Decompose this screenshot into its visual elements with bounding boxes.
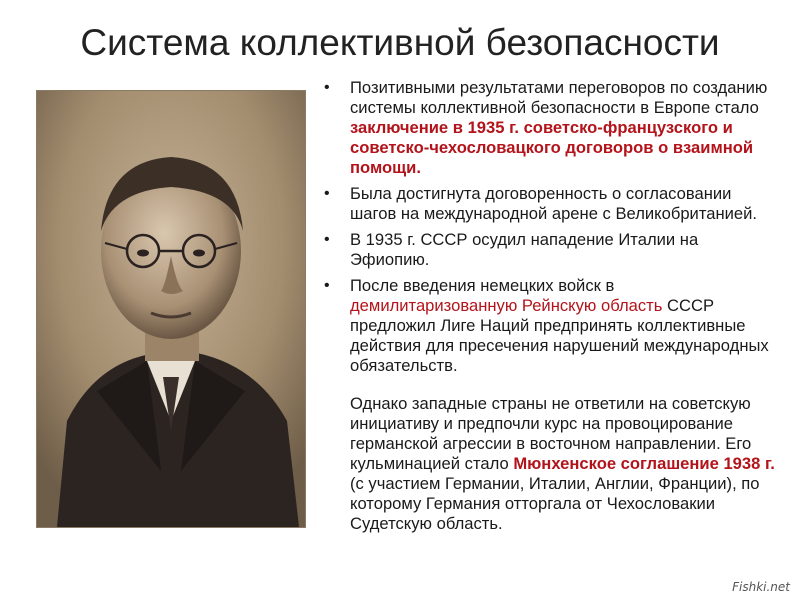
highlight-text: Мюнхенское соглашение 1938 г. (513, 454, 775, 473)
bullet-text: В 1935 г. СССР осудил нападение Италии на Эфиопию. (350, 230, 699, 269)
paragraph-text: Однако западные страны не ответили на советскую инициативу и предпочли курс на провоцирование германской агрессии в восточном направлении. Его кульминацией стало (350, 394, 752, 473)
bullet-icon: • (324, 277, 330, 294)
paragraph-text: (с участием Германии, Италии, Англии, Франции), по которому Германия отторгала от Чехословакии Судетскую область. (350, 474, 760, 533)
bullet-text: СССР предложил Лиге Наций предпринять коллективные действия для пресечения нарушений международных обязательств. (350, 296, 769, 375)
highlight-text: демилитаризованную Рейнскую область (350, 296, 663, 315)
list-item (322, 184, 782, 224)
bullet-text: Была достигнута договоренность о согласовании шагов на международной арене с Великобританией. (350, 184, 758, 223)
portrait-illustration (37, 91, 305, 527)
list-item (322, 276, 782, 376)
bullet-icon: • (324, 185, 330, 202)
bullet-icon: • (324, 231, 330, 248)
bullet-text: После введения немецких войск в (350, 276, 615, 295)
bullet-text: Позитивными результатами переговоров по созданию системы коллективной безопасности в Европе стало (350, 78, 768, 117)
list-item (322, 230, 782, 270)
bullet-icon: • (324, 79, 330, 96)
content-area (322, 78, 782, 534)
bullet-list (322, 78, 782, 376)
highlight-text: заключение в 1935 г. советско-французского и советско-чехословацкого договоров о взаимной помощи. (350, 118, 754, 177)
watermark: Fishki.net (732, 580, 790, 594)
closing-paragraph (322, 394, 782, 534)
page-title: Система коллективной безопасности (80, 22, 720, 63)
portrait-photo (36, 90, 306, 528)
list-item (322, 78, 782, 178)
